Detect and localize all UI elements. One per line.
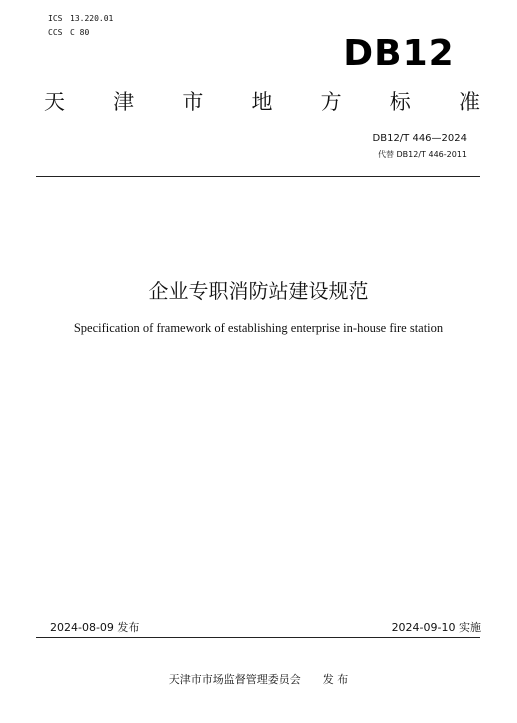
- publish-word: 发 布: [322, 673, 349, 686]
- standard-type-heading: [44, 88, 480, 116]
- standard-number: DB12/T 446—2024: [372, 133, 467, 144]
- standard-code-logo: DB12: [343, 33, 455, 74]
- bottom-divider: [36, 637, 480, 638]
- ics-line: [48, 14, 113, 24]
- publisher-name: 天津市市场监督管理委员会: [168, 673, 301, 686]
- standard-type-char: 方: [320, 90, 342, 114]
- title-english: Specification of framework of establishing enterprise in-house fire station: [73, 321, 444, 335]
- issue-date: 2024-08-09 发布: [50, 621, 140, 634]
- replaces-note: 代替 DB12/T 446-2011: [377, 150, 467, 159]
- title-chinese: 企业专职消防站建设规范: [148, 279, 369, 303]
- implementation-date: 2024-09-10 实施: [391, 621, 481, 634]
- ics-label: ICS: [48, 14, 63, 23]
- standard-type-char: 天: [44, 90, 65, 114]
- ccs-code: C 80: [70, 28, 90, 37]
- ccs-line: [48, 28, 89, 38]
- standard-type-char: 地: [251, 90, 273, 114]
- standard-type-char: 市: [182, 90, 204, 114]
- standard-type-char: 津: [113, 90, 135, 114]
- ccs-label: CCS: [48, 28, 63, 37]
- top-divider: [36, 176, 480, 177]
- publisher-line: [0, 672, 517, 687]
- standard-type-char: 准: [458, 90, 480, 114]
- standard-type-char: 标: [389, 90, 411, 114]
- ics-code: 13.220.01: [70, 14, 114, 23]
